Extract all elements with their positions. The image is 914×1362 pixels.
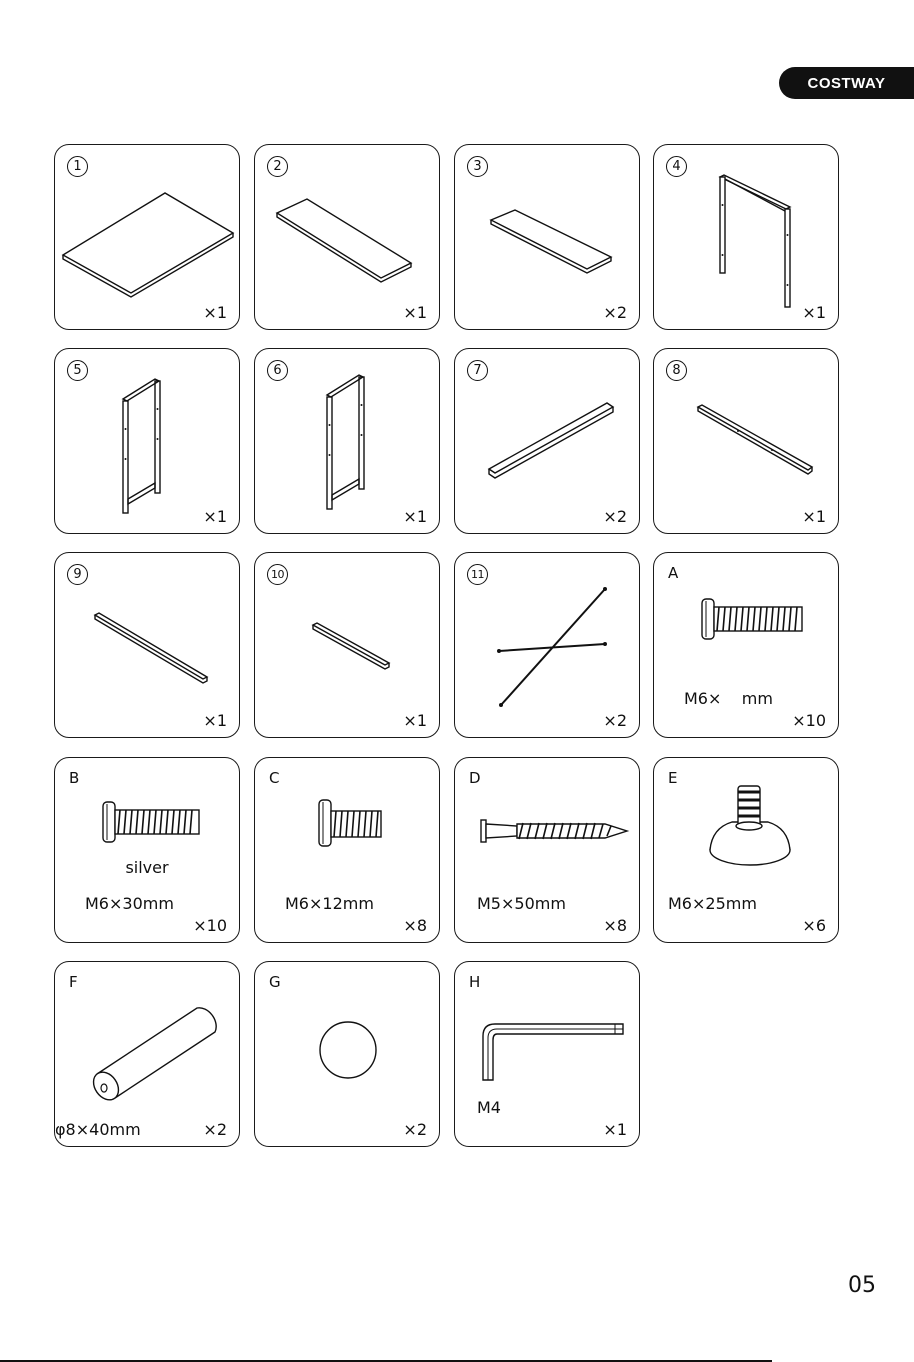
part-letter: F — [69, 973, 78, 991]
part-number: 1 — [67, 156, 88, 177]
part-card-2 — [254, 144, 440, 330]
quantity: ×1 — [403, 303, 427, 322]
quantity: ×1 — [603, 1120, 627, 1139]
part-card-3 — [454, 144, 640, 330]
part-card-d — [454, 757, 640, 943]
spec-text: M6×12mm — [285, 894, 374, 913]
part-card-5 — [54, 348, 240, 534]
part-card-11 — [454, 552, 640, 738]
spec-text: M5×50mm — [477, 894, 566, 913]
quantity: ×1 — [802, 303, 826, 322]
part-card-a — [653, 552, 839, 738]
part-letter: B — [69, 769, 80, 787]
quantity: ×1 — [403, 507, 427, 526]
part-card-h — [454, 961, 640, 1147]
spec-text: M6×25mm — [668, 894, 757, 913]
spec-text: φ8×40mm — [55, 1120, 141, 1139]
part-card-9 — [54, 552, 240, 738]
part-card-1 — [54, 144, 240, 330]
part-card-7 — [454, 348, 640, 534]
quantity: ×2 — [403, 1120, 427, 1139]
part-letter: C — [269, 769, 280, 787]
part-card-f — [54, 961, 240, 1147]
quantity: ×2 — [603, 507, 627, 526]
part-card-8 — [653, 348, 839, 534]
spec-text: M6× mm — [684, 689, 773, 708]
part-card-e — [653, 757, 839, 943]
part-card-10 — [254, 552, 440, 738]
part-card-4 — [653, 144, 839, 330]
finish-note: silver — [125, 858, 169, 877]
part-letter: D — [469, 769, 481, 787]
quantity: ×1 — [802, 507, 826, 526]
part-letter: A — [668, 564, 679, 582]
brand-logo: COSTWAY — [779, 67, 914, 99]
quantity: ×1 — [403, 711, 427, 730]
quantity: ×1 — [203, 303, 227, 322]
part-number: 5 — [67, 360, 88, 381]
quantity: ×8 — [603, 916, 627, 935]
quantity: ×10 — [193, 916, 227, 935]
quantity: ×8 — [403, 916, 427, 935]
part-number: 3 — [467, 156, 488, 177]
part-number: 10 — [267, 564, 288, 585]
footer-rule — [0, 1360, 772, 1362]
quantity: ×6 — [802, 916, 826, 935]
page-number: 05 — [848, 1273, 876, 1298]
quantity: ×1 — [203, 711, 227, 730]
spec-text: M4 — [477, 1098, 501, 1117]
part-number: 6 — [267, 360, 288, 381]
quantity: ×1 — [203, 507, 227, 526]
quantity: ×2 — [603, 711, 627, 730]
part-card-g — [254, 961, 440, 1147]
quantity: ×2 — [203, 1120, 227, 1139]
quantity: ×10 — [792, 711, 826, 730]
part-number: 8 — [666, 360, 687, 381]
part-number: 9 — [67, 564, 88, 585]
part-letter: H — [469, 973, 481, 991]
part-letter: E — [668, 769, 678, 787]
part-number: 7 — [467, 360, 488, 381]
part-number: 4 — [666, 156, 687, 177]
spec-text: M6×30mm — [85, 894, 174, 913]
part-card-c — [254, 757, 440, 943]
part-number: 2 — [267, 156, 288, 177]
part-card-6 — [254, 348, 440, 534]
quantity: ×2 — [603, 303, 627, 322]
part-number: 11 — [467, 564, 488, 585]
part-card-b — [54, 757, 240, 943]
part-letter: G — [269, 973, 281, 991]
